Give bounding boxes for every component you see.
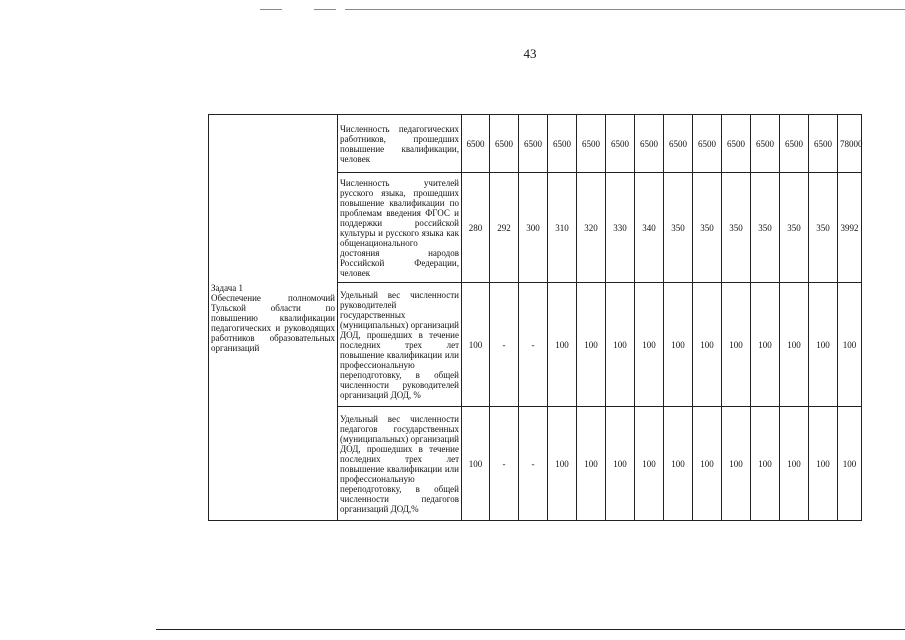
value-cell: 6500 [751, 115, 780, 173]
page-number: 43 [523, 46, 537, 61]
value-cell: 100 [722, 283, 751, 407]
value-cell: 100 [693, 283, 722, 407]
value-cell: 100 [751, 283, 780, 407]
scan-artifact-line [260, 9, 282, 10]
task-description: Обеспечение полномочий Тульской области по повышению квалификации педагогических и руководящих работников образовательных организаций [211, 292, 335, 353]
value-cell: 100 [462, 407, 490, 521]
value-cell: 100 [635, 407, 664, 521]
value-cell: 6500 [462, 115, 490, 173]
value-cell: 100 [838, 407, 862, 521]
value-cell: 300 [519, 173, 548, 283]
task-title: Задача 1 [211, 282, 243, 293]
value-cell: - [490, 407, 519, 521]
value-cell: 292 [490, 173, 519, 283]
value-cell: 100 [664, 283, 693, 407]
scan-artifact-line [314, 9, 336, 10]
value-cell: - [519, 407, 548, 521]
scan-artifact-line [345, 9, 905, 10]
program-indicators-table [208, 114, 862, 521]
value-cell: 100 [838, 283, 862, 407]
value-cell: 350 [722, 173, 751, 283]
value-cell: 100 [751, 407, 780, 521]
value-cell: 100 [780, 407, 809, 521]
value-cell: 310 [548, 173, 577, 283]
value-cell: 100 [664, 407, 693, 521]
value-cell: 100 [577, 407, 606, 521]
task-cell [209, 115, 338, 521]
value-cell: 78000 [838, 115, 862, 173]
value-cell: 100 [548, 407, 577, 521]
value-cell: 100 [462, 283, 490, 407]
value-cell: 100 [635, 283, 664, 407]
footer-rule [156, 629, 905, 630]
value-cell: 6500 [519, 115, 548, 173]
value-cell: 100 [606, 283, 635, 407]
value-cell: 280 [462, 173, 490, 283]
value-cell: 330 [606, 173, 635, 283]
value-cell: 100 [606, 407, 635, 521]
value-cell: 100 [809, 283, 838, 407]
indicator-cell: Численность учителей русского языка, прошедших повышение квалификации по проблемам введения ФГОС и поддержки российской культуры и русского языка как общенационального достояния народов Российской Федерации, человек [338, 173, 462, 283]
value-cell: 100 [693, 407, 722, 521]
value-cell: 6500 [635, 115, 664, 173]
indicator-cell: Удельный вес численности руководителей государственных (муниципальных) организаций ДОД, прошедших в течение последних трех лет повышение квалификации или профессиональную переподготовку, в общей численности руководителей организаций ДОД, % [338, 283, 462, 407]
value-cell: 6500 [693, 115, 722, 173]
value-cell: - [490, 283, 519, 407]
value-cell: 350 [780, 173, 809, 283]
value-cell: 6500 [577, 115, 606, 173]
value-cell: - [519, 283, 548, 407]
value-cell: 340 [635, 173, 664, 283]
value-cell: 6500 [606, 115, 635, 173]
value-cell: 350 [693, 173, 722, 283]
value-cell: 100 [548, 283, 577, 407]
value-cell: 350 [751, 173, 780, 283]
indicator-cell: Численность педагогических работников, прошедших повышение квалификации, человек [338, 115, 462, 173]
table-row [209, 115, 862, 173]
value-cell: 6500 [490, 115, 519, 173]
value-cell: 100 [577, 283, 606, 407]
value-cell: 6500 [722, 115, 751, 173]
value-cell: 350 [664, 173, 693, 283]
value-cell: 100 [780, 283, 809, 407]
value-cell: 320 [577, 173, 606, 283]
value-cell: 6500 [780, 115, 809, 173]
value-cell: 100 [722, 407, 751, 521]
indicator-cell: Удельный вес численности педагогов государственных (муниципальных) организаций ДОД, прошедших в течение последних трех лет повышение квалификации или профессиональную переподготовку, в общей численности педагогов организаций ДОД,% [338, 407, 462, 521]
value-cell: 6500 [548, 115, 577, 173]
value-cell: 100 [809, 407, 838, 521]
value-cell: 350 [809, 173, 838, 283]
value-cell: 6500 [664, 115, 693, 173]
value-cell: 3992 [838, 173, 862, 283]
value-cell: 6500 [809, 115, 838, 173]
